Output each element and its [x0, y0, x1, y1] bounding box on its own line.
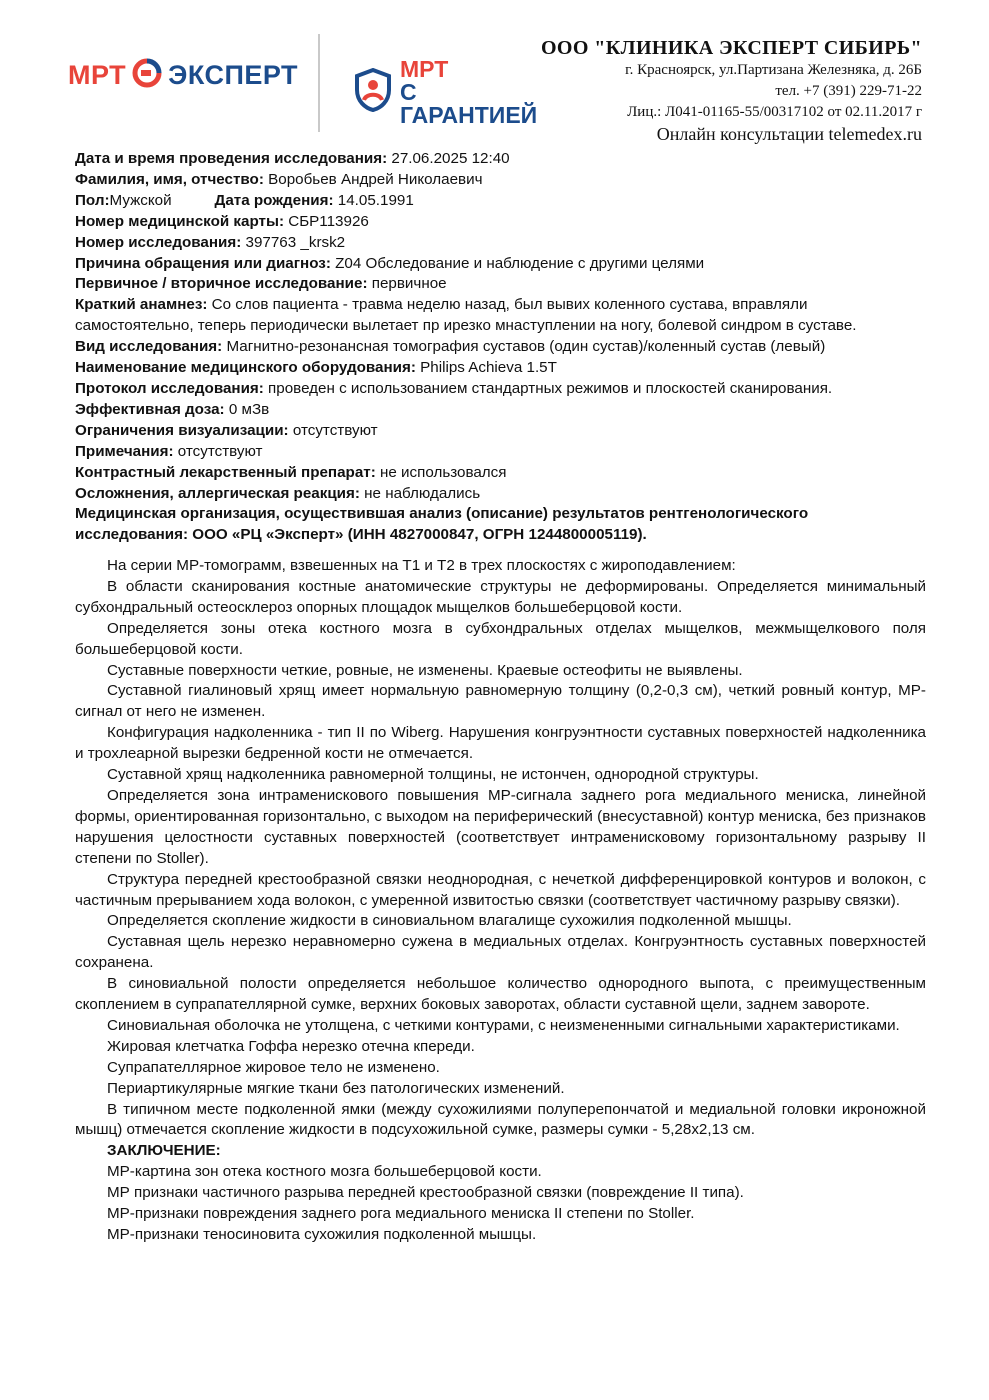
- field-value: Z04 Обследование и наблюдение с другими целями: [330, 254, 705, 272]
- report-paragraph: Жировая клетчатка Гоффа нерезко отечна кпереди.: [107, 1037, 475, 1055]
- logo-area: [64, 38, 554, 130]
- field-date: [75, 149, 925, 170]
- field-label: Дата рождения:: [214, 191, 334, 209]
- field-label: Контрастный лекарственный препарат:: [75, 463, 376, 481]
- field-dose: [75, 400, 925, 421]
- field-protocol: [75, 379, 925, 400]
- field-sex-dob: [75, 191, 925, 212]
- field-value: Со слов пациента - травма неделю назад, был вывих коленного сустава, вправляли самостоятельно, теперь периодически вылетает пр ирезко мнаступлении на ногу, болевой синдром в суставе.: [75, 296, 857, 335]
- field-value: первичное: [367, 275, 447, 293]
- field-value: не использовался: [375, 463, 507, 481]
- report-paragraph: Супрапателлярное жировое тело не изменено.: [107, 1058, 440, 1076]
- field-notes: [75, 442, 925, 463]
- conclusion-item: МР-признаки повреждения заднего рога медиального мениска II степени по Stoller.: [107, 1205, 695, 1223]
- field-value: 397763 _krsk2: [241, 233, 346, 251]
- field-contrast: [75, 463, 925, 484]
- field-organization: [75, 504, 925, 546]
- field-value: СБР113926: [284, 212, 369, 230]
- field-name: [75, 170, 925, 191]
- report-paragraph: Суставной хрящ надколенника равномерной толщины, не истончен, однородной структуры.: [107, 766, 759, 784]
- field-label: Номер медицинской карты:: [75, 212, 284, 230]
- online-consultation: Онлайн консультации telemedex.ru: [656, 124, 922, 144]
- field-value: отсутствуют: [288, 421, 378, 439]
- field-value: проведен с использованием стандартных режимов и плоскостей сканирования.: [263, 379, 833, 397]
- field-label: Протокол исследования:: [75, 379, 264, 397]
- field-anamnesis: [75, 295, 925, 337]
- report-paragraph: Суставные поверхности четкие, ровные, не изменены. Краевые остеофиты не выявлены.: [107, 661, 743, 679]
- clinic-license: Лиц.: Л041-01165-55/00317102 от 02.11.2017 г: [627, 104, 922, 120]
- logo-mrt-text: МРТ: [68, 60, 127, 90]
- report-paragraph: В синовиальной полости определяется небольшое количество однородного выпота, с преимущественным скоплением в супрапателлярной сумке, верхних боковых заворотах, области суставной щели, заднем завороте.: [75, 975, 926, 1014]
- field-value: отсутствуют: [173, 442, 263, 460]
- field-label: Пол:: [75, 191, 110, 209]
- patient-fields: [75, 149, 925, 546]
- mrt-guarantee-logo: [354, 58, 554, 127]
- logo2-line2: С ГАРАНТИЕЙ: [400, 79, 538, 128]
- field-label: Ограничения визуализации:: [75, 421, 289, 439]
- field-value: Philips Achieva 1.5T: [415, 359, 557, 377]
- field-card: [75, 212, 925, 233]
- report-paragraph: Суставной гиалиновый хрящ имеет нормальную равномерную толщину (0,2-0,3 см), четкий ровный контур, МР-сигнал от него не изменен.: [75, 682, 926, 721]
- field-study: [75, 233, 925, 254]
- logo-divider: [318, 34, 320, 132]
- field-label: Вид исследования:: [75, 338, 223, 356]
- field-label: Фамилия, имя, отчество:: [75, 170, 264, 188]
- field-complications: [75, 484, 925, 505]
- field-value: 0 мЗв: [224, 400, 270, 418]
- field-limits: [75, 421, 925, 442]
- report-paragraph: В области сканирования костные анатомические структуры не деформированы. Определяется минимальный субхондральный остеосклероз опорных площадок мыщелков большеберцовой кости.: [75, 577, 926, 616]
- field-value: не наблюдались: [359, 484, 481, 502]
- logo-mark-icon: [132, 58, 162, 93]
- field-label: Эффективная доза:: [75, 400, 225, 418]
- report-paragraph: Суставная щель нерезко неравномерно сужена в медиальных отделах. Конгруэнтность суставных поверхностей сохранена.: [75, 933, 926, 972]
- field-value: Воробьев Андрей Николаевич: [263, 170, 483, 188]
- field-type: [75, 337, 925, 358]
- report-paragraph: Синовиальная оболочка не утолщена, с четкими контурами, с неизмененными сигнальными характеристиками.: [107, 1016, 900, 1034]
- clinic-phone: тел. +7 (391) 229-71-22: [775, 83, 922, 99]
- field-value: Магнитно-резонансная томография суставов (один сустав)/коленный сустав (левый): [222, 338, 826, 356]
- field-label: Примечания:: [75, 442, 174, 460]
- conclusion-item: МР-картина зон отека костного мозга большеберцовой кости.: [107, 1163, 542, 1181]
- mrt-expert-logo: [68, 58, 298, 93]
- field-value: 27.06.2025 12:40: [387, 150, 510, 167]
- report-paragraph: Определяется скопление жидкости в синовиальном влагалище сухожилия подколенной мышцы.: [107, 912, 792, 930]
- report-paragraph: Периартикулярные мягкие ткани без патологических изменений.: [107, 1079, 565, 1097]
- field-label: Дата и время проведения исследования:: [75, 150, 388, 167]
- clinic-name: ООО "КЛИНИКА ЭКСПЕРТ СИБИРЬ": [540, 37, 922, 59]
- clinic-info: [541, 36, 922, 145]
- field-reason: [75, 254, 925, 275]
- field-primary: [75, 274, 925, 295]
- field-label: Причина обращения или диагноз:: [75, 254, 331, 272]
- organization-text: Медицинская организация, осуществившая анализ (описание) результатов рентгенологического исследования: ООО «РЦ «Эксперт» (ИНН 4827000847, ОГРН 1244800005119).: [75, 505, 809, 544]
- conclusion-title: ЗАКЛЮЧЕНИЕ:: [107, 1142, 221, 1160]
- logo2-line1: МРТ: [400, 56, 449, 82]
- report-paragraph: Конфигурация надколенника - тип II по Wiberg. Нарушения конгруэнтности суставных поверхностей надколенника и трохлеарной вырезки бедренной кости не отмечается.: [75, 724, 926, 763]
- report-paragraph: Определяется зоны отека костного мозга в субхондральных отделах мыщелков, межмыщелкового поля большеберцовой кости.: [75, 619, 926, 658]
- field-value: 14.05.1991: [333, 191, 414, 209]
- conclusion-item: МР-признаки теносиновита сухожилия подколенной мышцы.: [107, 1226, 537, 1243]
- conclusion-item: МР признаки частичного разрыва передней крестообразной связки (повреждение II типа).: [107, 1184, 744, 1202]
- shield-person-icon: [354, 68, 392, 117]
- field-label: Краткий анамнез:: [75, 296, 208, 314]
- logo-expert-text: ЭКСПЕРТ: [168, 60, 299, 90]
- field-equipment: [75, 358, 925, 379]
- report-paragraph: Структура передней крестообразной связки неоднородная, с нечеткой дифференцировкой контуров и волокон, с частичным прерыванием хода волокон, с умеренной извитостью связки (соответствует частичному разрыву связки).: [75, 870, 926, 909]
- report-paragraph: На серии МР-томограмм, взвешенных на Т1 и Т2 в трех плоскостях с жироподавлением:: [107, 557, 736, 574]
- field-label: Первичное / вторичное исследование:: [75, 275, 368, 293]
- report-paragraph: В типичном месте подколенной ямки (между сухожилиями полуперепончатой и медиальной головки икроножной мышц) отмечается скопление жидкости в подсухожильной сумке, размеры сумки - 5,28х2,13 см.: [75, 1100, 926, 1139]
- clinic-address: г. Красноярск, ул.Партизана Железняка, д. 26Б: [625, 62, 922, 78]
- field-label: Осложнения, аллергическая реакция:: [75, 484, 360, 502]
- field-value: Мужской: [109, 191, 172, 209]
- field-label: Номер исследования:: [75, 233, 242, 251]
- report-paragraph: Определяется зона интраменискового повышения МР-сигнала заднего рога медиального мениска, линейной формы, ориентированная горизонтально, с выходом на периферический (внесуставной) контур мениска, без признаков нарушения целостности суставных поверхностей (соответствует интраменисковому горизонтальному разрыву II степени по Stoller).: [75, 786, 926, 867]
- report-body: [75, 556, 926, 1246]
- field-label: Наименование медицинского оборудования:: [75, 359, 416, 377]
